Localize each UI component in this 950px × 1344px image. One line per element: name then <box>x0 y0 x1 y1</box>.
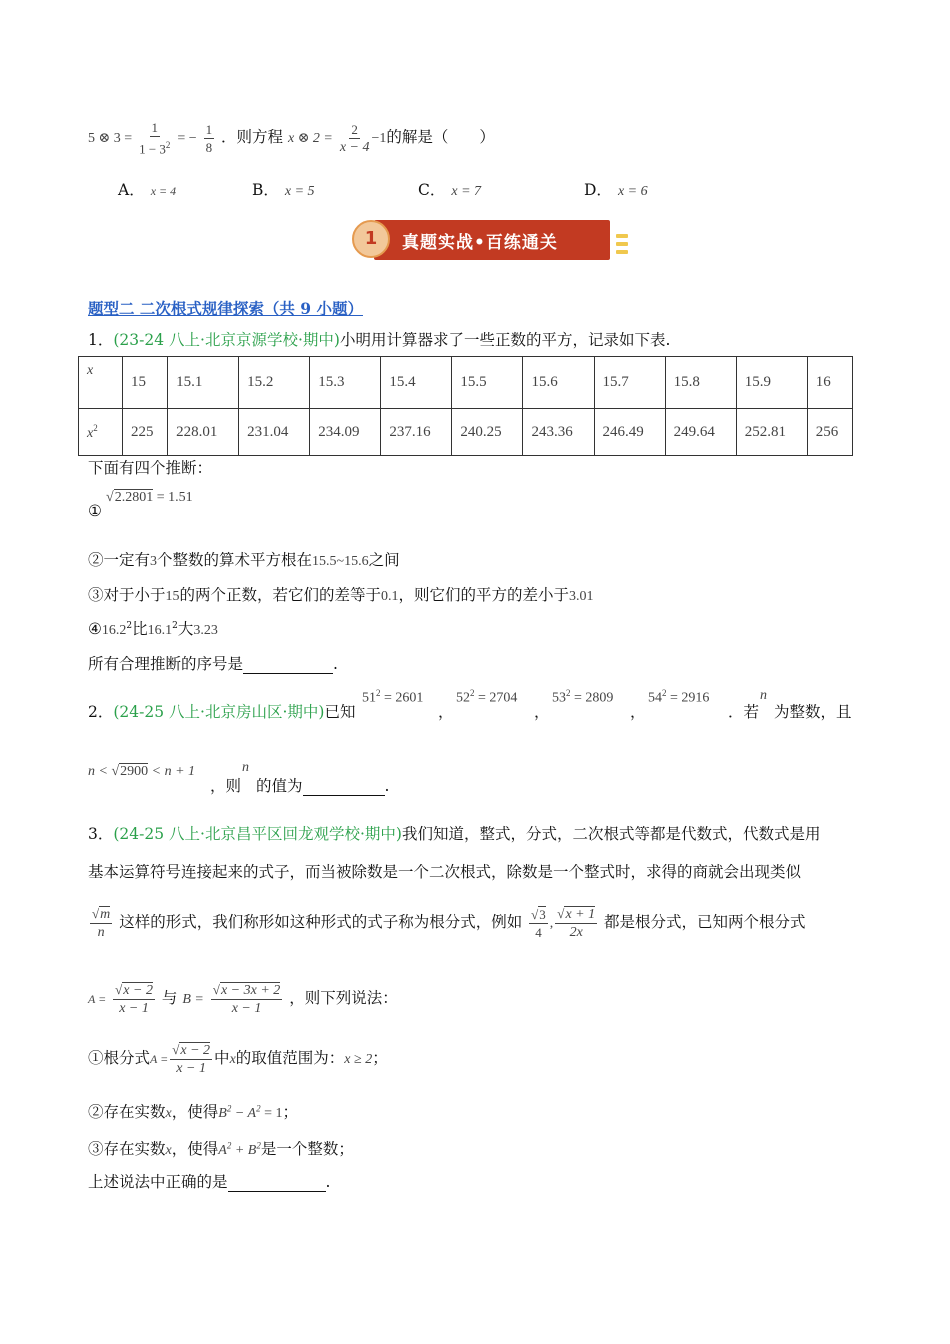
q3-statement-2 <box>88 1100 298 1122</box>
table-cell: 252.81 <box>736 409 807 456</box>
table-cell: 15.3 <box>310 357 381 409</box>
table-cell: 15.9 <box>736 357 807 409</box>
option-label: C． <box>418 181 446 199</box>
text: ， <box>630 703 646 721</box>
text: 上述说法中正确的是 <box>88 1173 228 1191</box>
sqrt-radicand: 3 <box>539 906 546 922</box>
option-d <box>584 178 648 200</box>
text: ①根分式 <box>88 1049 151 1067</box>
frac-denominator: x − 1 <box>231 1001 262 1016</box>
table-cell: 15.1 <box>168 357 239 409</box>
table-cell: 15.7 <box>594 357 665 409</box>
answer-blank[interactable] <box>228 1190 326 1192</box>
text: ， <box>534 703 550 721</box>
base: 54 <box>648 690 662 706</box>
q1-square-table <box>78 356 853 456</box>
math: $A^2 + B^2$ <box>218 1140 261 1158</box>
statement-mark: ① <box>88 502 102 520</box>
example-frac-1 <box>90 906 112 940</box>
table-cell: 15.6 <box>523 357 594 409</box>
math: 3.01 <box>569 589 594 604</box>
frac-numerator: √x − 2 <box>115 982 153 998</box>
banner-stripe-icon <box>616 242 628 246</box>
math: 3.23 <box>193 623 218 638</box>
frac-numerator: 1 <box>151 120 158 135</box>
option-c <box>418 178 481 200</box>
example-frac-3 <box>555 906 597 940</box>
text: ； <box>282 1103 298 1121</box>
table-cell: 234.09 <box>310 409 381 456</box>
intro-frac-1 <box>139 120 170 156</box>
table-cell: 15.4 <box>381 357 452 409</box>
sqrt-radicand: 2.2801 <box>114 490 154 505</box>
text: . <box>325 1173 331 1191</box>
q3-line-2: 基本运算符号连接起来的式子，而当被除数是一个二次根式，除数是一个整式时，求得的商就会出现类似 <box>88 863 802 881</box>
text: ，使得 <box>171 1103 219 1121</box>
frac-denominator: x − 1 <box>119 1001 149 1016</box>
table-head-x: x <box>79 357 123 409</box>
banner-stripe-icon <box>616 250 628 254</box>
table-cell: 249.64 <box>665 409 736 456</box>
option-value: x = 4 <box>150 184 177 198</box>
a-frac <box>113 982 155 1016</box>
intro-eq2-tail: −1 <box>371 131 387 147</box>
text: . <box>384 777 390 795</box>
text: ②存在实数 <box>88 1103 166 1121</box>
value: = 2704 <box>478 690 518 706</box>
answer-blank[interactable] <box>303 794 385 796</box>
base: 53 <box>552 690 566 706</box>
s1-math: √2.2801 = 1.51 <box>106 490 193 505</box>
ineq-left: n < <box>88 764 108 779</box>
table-cell: 15 <box>123 357 168 409</box>
table-head-text: x <box>87 425 94 441</box>
frac-numerator: √x + 1 <box>557 906 596 922</box>
text: ③对于小于 <box>88 586 166 604</box>
section-banner <box>352 218 632 264</box>
q3-statement-3 <box>88 1137 354 1159</box>
table-cell: 228.01 <box>168 409 239 456</box>
option-b <box>252 178 315 200</box>
text: . <box>333 655 338 673</box>
q2-ask <box>256 774 389 796</box>
base: 52 <box>456 690 470 706</box>
a-frac <box>170 1042 212 1076</box>
text: ，则下列说法： <box>289 989 398 1007</box>
q2-number: 2． <box>88 703 114 721</box>
q1-stem <box>88 328 670 350</box>
value: = 2601 <box>384 690 424 706</box>
frac-numerator: √x − 3x + 2 <box>212 982 281 998</box>
q1-statement-2 <box>88 548 400 570</box>
text: ③存在实数 <box>88 1140 166 1158</box>
ineq: n < √2900 < n + 1 <box>88 764 196 779</box>
frac-den-text: 1 − 3 <box>139 141 166 157</box>
frac-numerator: 2 <box>351 121 358 137</box>
b-label: B = <box>182 992 204 1007</box>
table-row <box>79 357 853 409</box>
frac-numerator: √m <box>92 906 111 922</box>
math: x ≥ 2 <box>344 1052 373 1067</box>
q2-eq2: $52^2 = 2704$ <box>456 688 518 706</box>
b-frac <box>211 982 282 1016</box>
table-cell: 243.36 <box>523 409 594 456</box>
math: 15 <box>165 589 180 604</box>
q2-eq3: $53^2 = 2809$ <box>552 688 614 706</box>
frac-numerator: 1 <box>205 121 213 137</box>
table-cell: 237.16 <box>381 409 452 456</box>
option-label: B． <box>252 181 279 199</box>
table-cell: 225 <box>123 409 168 456</box>
q3-line-4 <box>88 982 398 1016</box>
frac-denominator: $1 - 3^2$ <box>139 140 171 157</box>
intro-text-2: 的解是（ ） <box>386 128 495 147</box>
table-row <box>79 409 853 456</box>
frac-numerator: √x − 2 <box>172 1042 211 1058</box>
answer-blank[interactable] <box>243 672 333 674</box>
q3-line-1 <box>88 822 820 844</box>
frac-numerator: √3 <box>531 906 546 922</box>
section-title: 题型二 二次根式规律探索（共 9 小题） <box>88 299 363 318</box>
frac-denominator: 2x <box>569 925 583 940</box>
text: 与 <box>161 989 178 1007</box>
q3-statement-1 <box>88 1042 388 1076</box>
text: ； <box>372 1049 388 1067</box>
var-n: n <box>760 688 767 703</box>
banner-title: 真题实战•百练通关 <box>402 233 558 253</box>
frac-denominator: 4 <box>535 924 542 940</box>
option-label: D． <box>584 181 612 199</box>
example-frac-2 <box>529 907 548 940</box>
q2-stem <box>88 688 868 722</box>
intro-eq-left: 5 ⊗ 3 = <box>88 131 133 147</box>
q3-number: 3． <box>88 825 114 843</box>
text: 为整数，且 <box>774 703 852 721</box>
text: 这样的形式，我们称形如这种形式的式子称为根分式，例如 <box>119 913 523 931</box>
math: = 1 <box>264 1106 283 1121</box>
math: $B^2 - A^2$ <box>218 1103 261 1121</box>
text: ②一定有 <box>88 551 151 569</box>
a-label: A = <box>88 992 107 1006</box>
a-label: A = <box>150 1052 169 1066</box>
q1-number: 1． <box>88 331 114 349</box>
text: 的两个正数，若它们的差等于 <box>179 586 382 604</box>
text: 大 <box>177 620 194 638</box>
text: 的取值范围为： <box>235 1049 345 1067</box>
frac-denominator: x − 4 <box>339 139 370 155</box>
text: 都是根分式，已知两个根分式 <box>604 913 806 931</box>
math: 3 <box>150 554 158 569</box>
text: ④ <box>88 620 102 638</box>
text: ，则 <box>210 777 242 795</box>
q2-lead <box>88 700 355 722</box>
option-label: A． <box>118 181 145 199</box>
text: 是一个整数； <box>260 1140 354 1158</box>
q1-source: (23-24 八上·北京京源学校·期中) <box>113 331 340 349</box>
sqrt-radicand: x − 2 <box>180 1043 211 1058</box>
q1-text: 小明用计算器求了一些正数的平方，记录如下表. <box>339 331 671 349</box>
table-cell: 15.8 <box>665 357 736 409</box>
sqrt-radicand: x − 3x + 2 <box>220 983 281 998</box>
table-cell: 256 <box>807 409 852 456</box>
intro-frac-2 <box>204 122 215 155</box>
text: 比 <box>132 620 148 638</box>
table-cell: 231.04 <box>239 409 310 456</box>
s1-value: = 1.51 <box>156 490 193 505</box>
intro-eq-mid: = − <box>177 131 197 147</box>
math: 15.5~15.6 <box>312 554 369 569</box>
text: 之间 <box>368 551 400 569</box>
var-n: n <box>242 760 249 775</box>
frac-denominator: x − 1 <box>176 1061 206 1076</box>
text: ， <box>438 703 454 721</box>
sqrt-radicand: m <box>100 907 111 922</box>
text: ，使得 <box>171 1140 219 1158</box>
text: 的值为 <box>256 777 303 795</box>
frac-denominator: n <box>97 925 105 940</box>
option-value: x = 6 <box>617 184 648 199</box>
table-cell: 15.5 <box>452 357 523 409</box>
banner-number-badge: 1 <box>352 220 390 258</box>
q2-eq1: $51^2 = 2601$ <box>362 688 424 706</box>
q1-statement-3 <box>88 583 594 605</box>
q1-answer-line <box>88 652 338 674</box>
q2-source: (24-25 八上·北京房山区·期中) <box>113 703 325 721</box>
text: 已知 <box>324 703 356 721</box>
var-x: x <box>165 1143 172 1158</box>
table-cell: 246.49 <box>594 409 665 456</box>
option-a <box>118 178 176 200</box>
sqrt-radicand: x − 2 <box>123 983 153 998</box>
q3-answer-line <box>88 1170 330 1192</box>
var-x: x <box>229 1052 236 1067</box>
ineq-right: < n + 1 <box>151 764 196 779</box>
math: 0.1 <box>381 589 399 604</box>
q2-eq4: $54^2 = 2916$ <box>648 688 710 706</box>
table-cell: 240.25 <box>452 409 523 456</box>
banner-stripe-icon <box>616 234 628 238</box>
math: 16.1 <box>147 623 173 638</box>
table-cell: 16 <box>807 357 852 409</box>
intro-frac-3 <box>340 122 370 155</box>
value: = 2916 <box>670 690 710 706</box>
table-head-x-squared: $x^2$ <box>79 409 123 456</box>
text: 中 <box>214 1049 230 1067</box>
option-value: x = 5 <box>284 184 315 199</box>
text: ．若 <box>728 703 760 721</box>
q3-line-3: $\frac{√m}{n}$ 这样的形式，我们称形如这种形式的式子称为根分式，例如 $\frac{√3}{4}$ , $\frac{√x + 1}{2x}$ 都是根分式，已知两个根分式 <box>92 906 806 940</box>
q1-intro: 下面有四个推断： <box>88 459 213 477</box>
option-value: x = 7 <box>451 184 482 199</box>
intro-equation <box>88 120 495 156</box>
sqrt-radicand: x + 1 <box>565 907 596 922</box>
text: 所有合理推断的序号是 <box>88 655 244 673</box>
math: 16.2 <box>101 623 127 638</box>
intro-text-1: ．则方程 <box>221 128 284 147</box>
frac-denominator: 8 <box>205 139 213 155</box>
base: 51 <box>362 690 376 706</box>
text: ，则它们的平方的差小于 <box>398 586 570 604</box>
text: 我们知道，整式，分式，二次根式等都是代数式，代数式是用 <box>401 825 821 843</box>
sqrt-radicand: 2900 <box>120 764 149 779</box>
text: 个整数的算术平方根在 <box>157 551 313 569</box>
intro-eq2-left: x ⊗ 2 = <box>287 131 333 147</box>
q3-source: (24-25 八上·北京昌平区回龙观学校·期中) <box>113 825 402 843</box>
q1-statement-4: ④16.2$^2$比16.1$^2$大3.23 <box>88 620 218 638</box>
table-cell: 15.2 <box>239 357 310 409</box>
value: = 2809 <box>574 690 614 706</box>
var-x: x <box>165 1106 172 1121</box>
